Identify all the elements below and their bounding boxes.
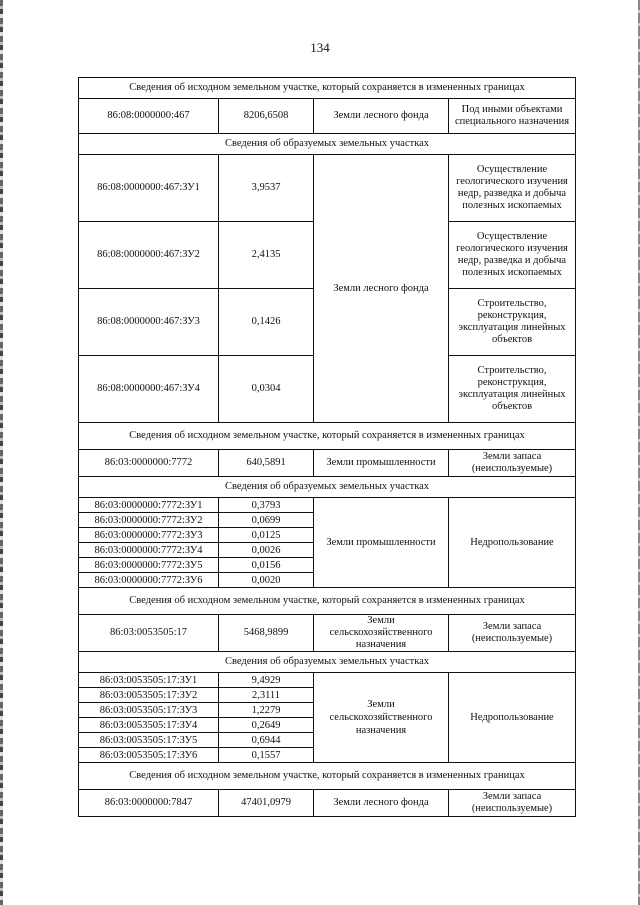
permitted-use: Недропользование	[449, 498, 576, 588]
plot-area: 2,3111	[219, 688, 314, 703]
land-category: Земли сельскохозяйственного назначения	[314, 615, 449, 652]
cadastral-number: 86:08:0000000:467	[79, 99, 219, 134]
permitted-use: Осуществление геологического изучения недр, разведка и добыча полезных ископаемых	[449, 155, 576, 222]
cadastral-number: 86:03:0053505:17:ЗУ5	[79, 733, 219, 748]
plot-area: 0,3793	[219, 498, 314, 513]
formed-plots-header: Сведения об образуемых земельных участках	[79, 652, 576, 673]
formed-plot-row	[79, 155, 576, 222]
permitted-use: Земли запаса (неиспользуемые)	[449, 450, 576, 477]
land-category: Земли лесного фонда	[314, 99, 449, 134]
cadastral-number: 86:03:0000000:7847	[79, 790, 219, 817]
plot-area: 0,0304	[219, 356, 314, 423]
cadastral-number: 86:03:0053505:17:ЗУ2	[79, 688, 219, 703]
plot-area: 47401,0979	[219, 790, 314, 817]
plot-area: 9,4929	[219, 673, 314, 688]
cadastral-number: 86:03:0000000:7772	[79, 450, 219, 477]
permitted-use: Строительство, реконструкция, эксплуатация линейных объектов	[449, 289, 576, 356]
plot-area: 0,2649	[219, 718, 314, 733]
land-category: Земли сельскохозяйственного назначения	[314, 673, 449, 763]
formed-plots-header: Сведения об образуемых земельных участках	[79, 134, 576, 155]
original-plot-header: Сведения об исходном земельном участке, который сохраняется в измененных границах	[79, 588, 576, 615]
cadastral-number: 86:03:0000000:7772:ЗУ3	[79, 528, 219, 543]
plot-area: 0,6944	[219, 733, 314, 748]
original-plot-row	[79, 99, 576, 134]
original-plot-header: Сведения об исходном земельном участке, который сохраняется в измененных границах	[79, 763, 576, 790]
cadastral-number: 86:03:0053505:17:ЗУ1	[79, 673, 219, 688]
original-plot-row	[79, 615, 576, 652]
permitted-use: Недропользование	[449, 673, 576, 763]
land-category: Земли лесного фонда	[314, 155, 449, 423]
original-plot-row	[79, 790, 576, 817]
cadastral-number: 86:08:0000000:467:ЗУ4	[79, 356, 219, 423]
plot-area: 3,9537	[219, 155, 314, 222]
plot-area: 0,1426	[219, 289, 314, 356]
page-number: 134	[310, 40, 330, 55]
cadastral-number: 86:03:0053505:17:ЗУ4	[79, 718, 219, 733]
plot-area: 8206,6508	[219, 99, 314, 134]
original-plot-header: Сведения об исходном земельном участке, который сохраняется в измененных границах	[79, 78, 576, 99]
plot-area: 0,0125	[219, 528, 314, 543]
plot-area: 0,1557	[219, 748, 314, 763]
plot-area: 2,4135	[219, 222, 314, 289]
land-category: Земли промышленности	[314, 450, 449, 477]
plot-area: 0,0020	[219, 573, 314, 588]
plot-area: 5468,9899	[219, 615, 314, 652]
permitted-use: Строительство, реконструкция, эксплуатация линейных объектов	[449, 356, 576, 423]
cadastral-number: 86:08:0000000:467:ЗУ3	[79, 289, 219, 356]
permitted-use: Земли запаса (неиспользуемые)	[449, 615, 576, 652]
plot-area: 0,0156	[219, 558, 314, 573]
scan-edge-left	[0, 0, 3, 905]
land-category: Земли промышленности	[314, 498, 449, 588]
permitted-use: Осуществление геологического изучения недр, разведка и добыча полезных ископаемых	[449, 222, 576, 289]
cadastral-number: 86:03:0000000:7772:ЗУ6	[79, 573, 219, 588]
original-plot-header: Сведения об исходном земельном участке, который сохраняется в измененных границах	[79, 423, 576, 450]
formed-plots-header: Сведения об образуемых земельных участках	[79, 477, 576, 498]
cadastral-number: 86:03:0053505:17	[79, 615, 219, 652]
cadastral-number: 86:03:0053505:17:ЗУ6	[79, 748, 219, 763]
cadastral-number: 86:08:0000000:467:ЗУ2	[79, 222, 219, 289]
land-category: Земли лесного фонда	[314, 790, 449, 817]
original-plot-row	[79, 450, 576, 477]
cadastral-number: 86:03:0000000:7772:ЗУ2	[79, 513, 219, 528]
cadastral-number: 86:08:0000000:467:ЗУ1	[79, 155, 219, 222]
plot-area: 640,5891	[219, 450, 314, 477]
formed-plot-row	[79, 498, 576, 513]
cadastral-number: 86:03:0000000:7772:ЗУ1	[79, 498, 219, 513]
cadastral-number: 86:03:0053505:17:ЗУ3	[79, 703, 219, 718]
land-plots-table	[78, 77, 576, 817]
permitted-use: Под иными объектами специального назначения	[449, 99, 576, 134]
plot-area: 0,0026	[219, 543, 314, 558]
cadastral-number: 86:03:0000000:7772:ЗУ4	[79, 543, 219, 558]
plot-area: 0,0699	[219, 513, 314, 528]
formed-plot-row	[79, 673, 576, 688]
permitted-use: Земли запаса (неиспользуемые)	[449, 790, 576, 817]
cadastral-number: 86:03:0000000:7772:ЗУ5	[79, 558, 219, 573]
plot-area: 1,2279	[219, 703, 314, 718]
